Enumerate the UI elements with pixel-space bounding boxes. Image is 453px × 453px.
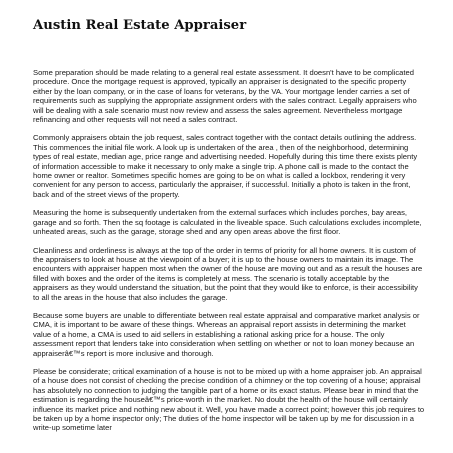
paragraph-5: Because some buyers are unable to differentiate between real estate appraisal and comparative market analysis or CMA, it is important to be aware of these things. Whereas an appraisal report assists in determining the market value of a home, a CMA is used to aid sellers in establishing a rational asking price for a house. The only assessment report that lenders take into consideration when settling on whether or not to loan money because an appraiserâ€™s report is more inclusive and thorough. bbox=[33, 310, 420, 358]
paragraph-3: Measuring the home is subsequently undertaken from the external surfaces which includes porches, bay areas, garage and so forth. Then the sq footage is calculated in the liveable space. Such calculations excludes incomplete, unheated areas, such as the garage, storage shed and any open areas above the first floor. bbox=[33, 208, 422, 237]
document-title: Austin Real Estate Appraiser bbox=[33, 18, 247, 33]
document-content bbox=[33, 18, 425, 442]
paragraph-4: Cleanliness and orderliness is always at the top of the order in terms of priority for all home owners. It is custom of the appraisers to look at house at the viewpoint of a buyer; it is up to the house owners to maintain its image. The encounters with appraiser happen most when the owner of the house are moving out and as a result the houses are filled with boxes and the order of the items is completely at mess. The scenario is totally acceptable by the appraisers as they would understand the situation, but the point that they would like to enforce, is their accessibility to all the areas in the house that also includes the garage. bbox=[33, 245, 423, 302]
document-body bbox=[33, 68, 425, 433]
paragraph-2: Commonly appraisers obtain the job request, sales contract together with the contact details outlining the address. This commences the initial file work. A look up is undertaken of the area , then of the neighborhood, determining types of real estate, median age, price range and advertising needed. Hopefully during this time there exists plenty of information accessible to make it necessary to only make a single trip. A phone call is made to the contact the home owner or realtor. Sometimes specific homes are going to be on what is called a lockbox, rendering it very convenient for any person to access, particularly the appraiser, if successful. Initially a photo is taken in the front, back and of the street views of the property. bbox=[33, 133, 418, 199]
paragraph-1: Some preparation should be made relating to a general real estate assessment. It doesn't have to be complicated procedure. Once the mortgage request is approved, typically an appraiser is designated to the specific property either by the loan company, or in the case of loans for veterans, by the VA. Your mortgage lender carries a set of requirements such as supplying the appropriate assignment orders with the sales contract. Legally appraisers who will be dealing with a sale scenario must now review and assess the sales agreement. Nevertheless mortgage refinancing and other requests will not need a sales contract. bbox=[33, 68, 417, 125]
paragraph-6: Please be considerate; critical examination of a house is not to be mixed up with a home appraiser job. An appraisal of a house does not consist of checking the precise condition of a chimney or the top covering of a house; appraisal has absolutely no connection to judging the tangible part of a home or its exact status. Please bear in mind that the estimation is regarding the houseâ€™s price-worth in the market. No doubt the health of the house will certainly influence its market price and nothing new about it. Well, you have made a correct point; however this job requires to be taken up by a home inspector only; The duties of the home inspector will be taken up by me for discussion in a write-up sometime later bbox=[33, 366, 425, 433]
